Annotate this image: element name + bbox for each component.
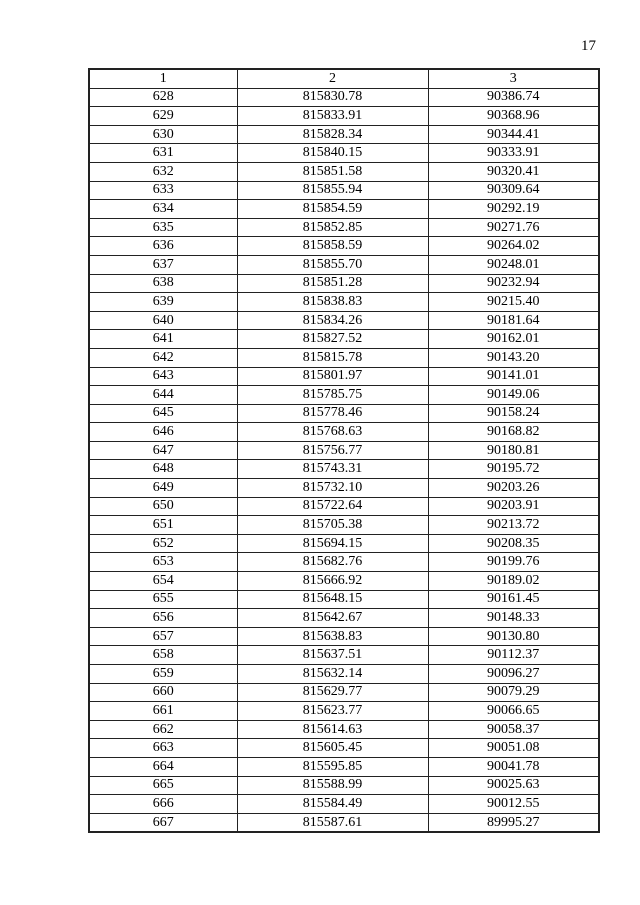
point-number-cell: 632	[89, 162, 237, 181]
point-number-cell: 631	[89, 144, 237, 163]
x-coordinate-cell: 815584.49	[237, 795, 428, 814]
point-number-cell: 647	[89, 441, 237, 460]
y-coordinate-cell: 90215.40	[428, 293, 599, 312]
x-coordinate-cell: 815854.59	[237, 200, 428, 219]
x-coordinate-cell: 815827.52	[237, 330, 428, 349]
table-row	[89, 683, 599, 702]
x-coordinate-cell: 815694.15	[237, 534, 428, 553]
point-number-cell: 659	[89, 665, 237, 684]
table-row	[89, 646, 599, 665]
y-coordinate-cell: 90143.20	[428, 348, 599, 367]
x-coordinate-cell: 815838.83	[237, 293, 428, 312]
y-coordinate-cell: 89995.27	[428, 813, 599, 832]
x-coordinate-cell: 815756.77	[237, 441, 428, 460]
point-number-cell: 635	[89, 218, 237, 237]
y-coordinate-cell: 90213.72	[428, 516, 599, 535]
x-coordinate-cell: 815587.61	[237, 813, 428, 832]
y-coordinate-cell: 90012.55	[428, 795, 599, 814]
table-row	[89, 200, 599, 219]
point-number-cell: 654	[89, 572, 237, 591]
x-coordinate-cell: 815815.78	[237, 348, 428, 367]
point-number-cell: 629	[89, 107, 237, 126]
coordinates-table	[88, 68, 600, 833]
point-number-cell: 642	[89, 348, 237, 367]
x-coordinate-cell: 815705.38	[237, 516, 428, 535]
table-row	[89, 553, 599, 572]
table-row	[89, 795, 599, 814]
point-number-cell: 636	[89, 237, 237, 256]
x-coordinate-cell: 815682.76	[237, 553, 428, 572]
table-row	[89, 181, 599, 200]
x-coordinate-cell: 815614.63	[237, 720, 428, 739]
x-coordinate-cell: 815828.34	[237, 125, 428, 144]
y-coordinate-cell: 90058.37	[428, 720, 599, 739]
point-number-cell: 652	[89, 534, 237, 553]
table-row	[89, 311, 599, 330]
x-coordinate-cell: 815830.78	[237, 88, 428, 107]
x-coordinate-cell: 815851.58	[237, 162, 428, 181]
point-number-cell: 634	[89, 200, 237, 219]
table-row	[89, 255, 599, 274]
y-coordinate-cell: 90066.65	[428, 702, 599, 721]
x-coordinate-cell: 815648.15	[237, 590, 428, 609]
point-number-cell: 667	[89, 813, 237, 832]
table-row	[89, 739, 599, 758]
x-coordinate-cell: 815743.31	[237, 460, 428, 479]
x-coordinate-cell: 815855.94	[237, 181, 428, 200]
x-coordinate-cell: 815852.85	[237, 218, 428, 237]
point-number-cell: 638	[89, 274, 237, 293]
y-coordinate-cell: 90181.64	[428, 311, 599, 330]
table-row	[89, 293, 599, 312]
point-number-cell: 656	[89, 609, 237, 628]
point-number-cell: 666	[89, 795, 237, 814]
y-coordinate-cell: 90203.26	[428, 479, 599, 498]
table-row	[89, 479, 599, 498]
y-coordinate-cell: 90264.02	[428, 237, 599, 256]
point-number-cell: 639	[89, 293, 237, 312]
x-coordinate-cell: 815840.15	[237, 144, 428, 163]
point-number-cell: 655	[89, 590, 237, 609]
y-coordinate-cell: 90096.27	[428, 665, 599, 684]
table-row	[89, 460, 599, 479]
x-coordinate-cell: 815666.92	[237, 572, 428, 591]
x-coordinate-cell: 815638.83	[237, 627, 428, 646]
y-coordinate-cell: 90333.91	[428, 144, 599, 163]
y-coordinate-cell: 90025.63	[428, 776, 599, 795]
table-row	[89, 609, 599, 628]
point-number-cell: 637	[89, 255, 237, 274]
page-number: 17	[581, 38, 596, 54]
y-coordinate-cell: 90141.01	[428, 367, 599, 386]
point-number-cell: 664	[89, 757, 237, 776]
table-row	[89, 386, 599, 405]
y-coordinate-cell: 90180.81	[428, 441, 599, 460]
x-coordinate-cell: 815637.51	[237, 646, 428, 665]
table-row	[89, 757, 599, 776]
table-row	[89, 441, 599, 460]
table-row	[89, 702, 599, 721]
x-coordinate-cell: 815768.63	[237, 423, 428, 442]
point-number-cell: 644	[89, 386, 237, 405]
point-number-cell: 651	[89, 516, 237, 535]
y-coordinate-cell: 90208.35	[428, 534, 599, 553]
table-row	[89, 274, 599, 293]
y-coordinate-cell: 90292.19	[428, 200, 599, 219]
point-number-cell: 633	[89, 181, 237, 200]
table-row	[89, 144, 599, 163]
x-coordinate-cell: 815834.26	[237, 311, 428, 330]
y-coordinate-cell: 90158.24	[428, 404, 599, 423]
table-row	[89, 497, 599, 516]
table-row	[89, 237, 599, 256]
table-row	[89, 162, 599, 181]
table-row	[89, 348, 599, 367]
table-row	[89, 776, 599, 795]
y-coordinate-cell: 90368.96	[428, 107, 599, 126]
y-coordinate-cell: 90149.06	[428, 386, 599, 405]
point-number-cell: 650	[89, 497, 237, 516]
point-number-cell: 663	[89, 739, 237, 758]
point-number-cell: 653	[89, 553, 237, 572]
y-coordinate-cell: 90320.41	[428, 162, 599, 181]
x-coordinate-cell: 815732.10	[237, 479, 428, 498]
table-row	[89, 330, 599, 349]
point-number-cell: 628	[89, 88, 237, 107]
point-number-cell: 640	[89, 311, 237, 330]
point-number-cell: 649	[89, 479, 237, 498]
point-number-cell: 648	[89, 460, 237, 479]
table-row	[89, 627, 599, 646]
y-coordinate-cell: 90148.33	[428, 609, 599, 628]
table-row	[89, 534, 599, 553]
column-header-1: 1	[89, 69, 237, 88]
table-header	[89, 69, 599, 88]
x-coordinate-cell: 815605.45	[237, 739, 428, 758]
x-coordinate-cell: 815623.77	[237, 702, 428, 721]
y-coordinate-cell: 90248.01	[428, 255, 599, 274]
y-coordinate-cell: 90161.45	[428, 590, 599, 609]
x-coordinate-cell: 815629.77	[237, 683, 428, 702]
point-number-cell: 630	[89, 125, 237, 144]
column-header-3: 3	[428, 69, 599, 88]
point-number-cell: 658	[89, 646, 237, 665]
table-row	[89, 125, 599, 144]
header-row	[89, 69, 599, 88]
x-coordinate-cell: 815722.64	[237, 497, 428, 516]
point-number-cell: 645	[89, 404, 237, 423]
table-row	[89, 720, 599, 739]
x-coordinate-cell: 815785.75	[237, 386, 428, 405]
y-coordinate-cell: 90189.02	[428, 572, 599, 591]
y-coordinate-cell: 90386.74	[428, 88, 599, 107]
x-coordinate-cell: 815851.28	[237, 274, 428, 293]
point-number-cell: 661	[89, 702, 237, 721]
table-row	[89, 88, 599, 107]
x-coordinate-cell: 815858.59	[237, 237, 428, 256]
table-body	[89, 88, 599, 832]
table-row	[89, 516, 599, 535]
table-row	[89, 423, 599, 442]
y-coordinate-cell: 90271.76	[428, 218, 599, 237]
y-coordinate-cell: 90112.37	[428, 646, 599, 665]
y-coordinate-cell: 90162.01	[428, 330, 599, 349]
x-coordinate-cell: 815833.91	[237, 107, 428, 126]
table-row	[89, 572, 599, 591]
point-number-cell: 643	[89, 367, 237, 386]
table-row	[89, 367, 599, 386]
table-row	[89, 404, 599, 423]
y-coordinate-cell: 90051.08	[428, 739, 599, 758]
table-row	[89, 665, 599, 684]
x-coordinate-cell: 815855.70	[237, 255, 428, 274]
point-number-cell: 665	[89, 776, 237, 795]
point-number-cell: 662	[89, 720, 237, 739]
x-coordinate-cell: 815588.99	[237, 776, 428, 795]
point-number-cell: 641	[89, 330, 237, 349]
y-coordinate-cell: 90041.78	[428, 757, 599, 776]
x-coordinate-cell: 815801.97	[237, 367, 428, 386]
column-header-2: 2	[237, 69, 428, 88]
x-coordinate-cell: 815632.14	[237, 665, 428, 684]
y-coordinate-cell: 90079.29	[428, 683, 599, 702]
y-coordinate-cell: 90195.72	[428, 460, 599, 479]
table-row	[89, 590, 599, 609]
y-coordinate-cell: 90344.41	[428, 125, 599, 144]
y-coordinate-cell: 90309.64	[428, 181, 599, 200]
point-number-cell: 660	[89, 683, 237, 702]
point-number-cell: 657	[89, 627, 237, 646]
y-coordinate-cell: 90199.76	[428, 553, 599, 572]
y-coordinate-cell: 90168.82	[428, 423, 599, 442]
y-coordinate-cell: 90232.94	[428, 274, 599, 293]
point-number-cell: 646	[89, 423, 237, 442]
x-coordinate-cell: 815642.67	[237, 609, 428, 628]
table-row	[89, 813, 599, 832]
table-row	[89, 218, 599, 237]
y-coordinate-cell: 90203.91	[428, 497, 599, 516]
x-coordinate-cell: 815778.46	[237, 404, 428, 423]
table-row	[89, 107, 599, 126]
y-coordinate-cell: 90130.80	[428, 627, 599, 646]
x-coordinate-cell: 815595.85	[237, 757, 428, 776]
